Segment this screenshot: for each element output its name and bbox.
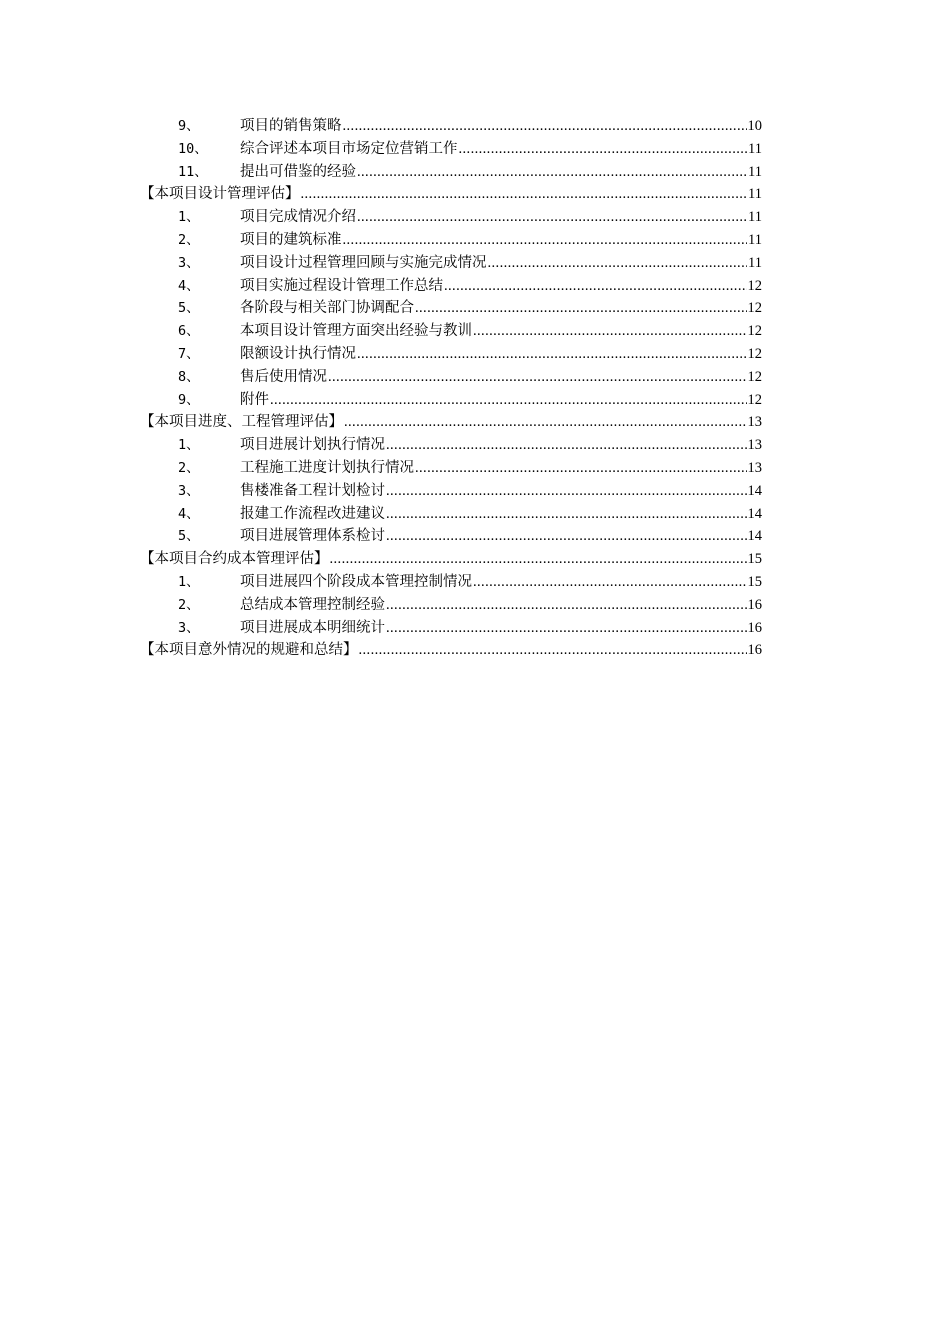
toc-page-number: 13 [747,414,762,431]
toc-entry-title: 【本项目意外情况的规避和总结】 [140,642,358,659]
toc-section-heading[interactable] [140,183,762,206]
toc-dot-leader [328,366,747,389]
toc-page-number: 12 [747,323,762,340]
toc-section-heading[interactable] [140,411,762,434]
toc-entry[interactable] [140,161,762,184]
toc-page-number: 13 [747,437,762,454]
toc-dot-leader [344,411,747,434]
toc-entry[interactable] [140,206,762,229]
toc-page-number: 11 [748,209,762,226]
toc-entry-number: 1、 [178,573,200,590]
toc-entry-number: 5、 [178,300,200,317]
toc-entry-title: 项目设计过程管理回顾与实施完成情况 [240,254,487,271]
toc-page-number: 16 [747,642,762,659]
toc-entry-title: 项目的销售策略 [240,118,342,134]
toc-page-number: 15 [747,551,762,568]
toc-page-number: 16 [747,619,762,636]
toc-entry-number: 2、 [178,596,200,613]
toc-section-heading[interactable] [140,548,762,571]
toc-entry-title: 【本项目合约成本管理评估】 [140,551,329,568]
toc-entry-number: 3、 [178,482,200,499]
toc-page-number: 12 [747,368,762,385]
toc-entry-title: 售楼准备工程计划检讨 [240,482,385,499]
toc-entry-title: 总结成本管理控制经验 [240,596,385,613]
toc-dot-leader [357,343,747,366]
toc-dot-leader [473,571,747,594]
toc-section-heading[interactable] [140,639,762,662]
toc-entry[interactable] [140,320,762,343]
toc-entry[interactable] [140,366,762,389]
toc-entry-title: 提出可借鉴的经验 [240,163,356,180]
toc-dot-leader [386,617,747,640]
toc-page-number: 13 [747,459,762,476]
toc-entry-number: 2、 [178,231,200,248]
toc-entry-title: 项目进展成本明细统计 [240,619,385,636]
toc-entry[interactable] [140,503,762,526]
toc-dot-leader [330,548,747,571]
toc-entry-title: 项目进展管理体系检讨 [240,528,385,545]
toc-page-number: 12 [747,345,762,362]
toc-page-number: 11 [748,163,762,180]
toc-entry-title: 本项目设计管理方面突出经验与教训 [240,323,472,340]
toc-page-number: 10 [747,118,762,134]
toc-entry[interactable] [140,297,762,320]
toc-page-number: 12 [747,277,762,294]
toc-entry[interactable] [140,434,762,457]
toc-dot-leader [357,161,747,184]
toc-entry-number: 1、 [178,437,200,454]
toc-entry[interactable] [140,229,762,252]
toc-entry-title: 项目完成情况介绍 [240,209,356,226]
toc-dot-leader [386,480,747,503]
toc-entry-number: 5、 [178,528,200,545]
toc-entry-number: 6、 [178,323,200,340]
toc-entry-number: 10、 [178,140,208,157]
toc-entry[interactable] [140,525,762,548]
toc-entry-title: 综合评述本项目市场定位营销工作 [240,140,458,157]
toc-dot-leader [415,457,747,480]
toc-page-number: 15 [747,573,762,590]
toc-entry[interactable] [140,275,762,298]
toc-dot-leader [357,206,747,229]
toc-entry-number: 4、 [178,505,200,522]
toc-dot-leader [359,639,747,662]
toc-entry-number: 11、 [178,163,208,180]
toc-entry[interactable] [140,343,762,366]
toc-entry-number: 1、 [178,209,200,226]
toc-dot-leader [343,115,747,138]
toc-page-number: 11 [748,140,762,157]
toc-dot-leader [444,275,747,298]
toc-entry-number: 7、 [178,345,200,362]
toc-entry-title: 附件 [240,391,269,408]
toc-page-number: 14 [747,482,762,499]
toc-entry-number: 4、 [178,277,200,294]
toc-entry[interactable] [140,594,762,617]
toc-entry-title: 【本项目设计管理评估】 [140,186,300,203]
toc-entry-number: 2、 [178,459,200,476]
toc-dot-leader [459,138,748,161]
toc-dot-leader [343,229,748,252]
toc-entry[interactable] [140,138,762,161]
toc-entry[interactable] [140,389,762,412]
toc-dot-leader [415,297,747,320]
toc-page-number: 12 [747,300,762,317]
toc-entry-number: 9、 [178,391,200,408]
toc-entry[interactable] [140,617,762,640]
toc-entry-title: 项目进展计划执行情况 [240,437,385,454]
toc-page-number: 14 [747,528,762,545]
toc-page-number: 12 [747,391,762,408]
toc-entry-number: 3、 [178,254,200,271]
toc-entry[interactable] [140,457,762,480]
toc-entry-title: 项目实施过程设计管理工作总结 [240,277,443,294]
toc-page-number: 11 [748,186,762,203]
toc-entry-title: 各阶段与相关部门协调配合 [240,300,414,317]
toc-entry-title: 【本项目进度、工程管理评估】 [140,414,343,431]
toc-entry-title: 项目进展四个阶段成本管理控制情况 [240,573,472,590]
toc-entry[interactable] [140,571,762,594]
toc-page-number: 16 [747,596,762,613]
toc-entry-number: 8、 [178,368,200,385]
toc-entry-number: 3、 [178,619,200,636]
toc-entry-number: 9、 [178,118,200,134]
toc-entry-title: 工程施工进度计划执行情况 [240,459,414,476]
toc-dot-leader [386,594,747,617]
toc-entry-title: 项目的建筑标准 [240,231,342,248]
toc-entry[interactable] [140,115,762,138]
toc-page-number: 11 [748,254,762,271]
table-of-contents [140,115,762,662]
toc-dot-leader [386,503,747,526]
toc-dot-leader [386,434,747,457]
toc-page-number: 14 [747,505,762,522]
toc-dot-leader [270,389,747,412]
toc-dot-leader [473,320,747,343]
toc-dot-leader [488,252,748,275]
toc-page-number: 11 [748,231,762,248]
toc-entry[interactable] [140,252,762,275]
toc-entry-title: 报建工作流程改进建议 [240,505,385,522]
toc-entry-title: 售后使用情况 [240,368,327,385]
toc-dot-leader [301,183,748,206]
toc-entry-title: 限额设计执行情况 [240,345,356,362]
toc-dot-leader [386,525,747,548]
toc-entry[interactable] [140,480,762,503]
